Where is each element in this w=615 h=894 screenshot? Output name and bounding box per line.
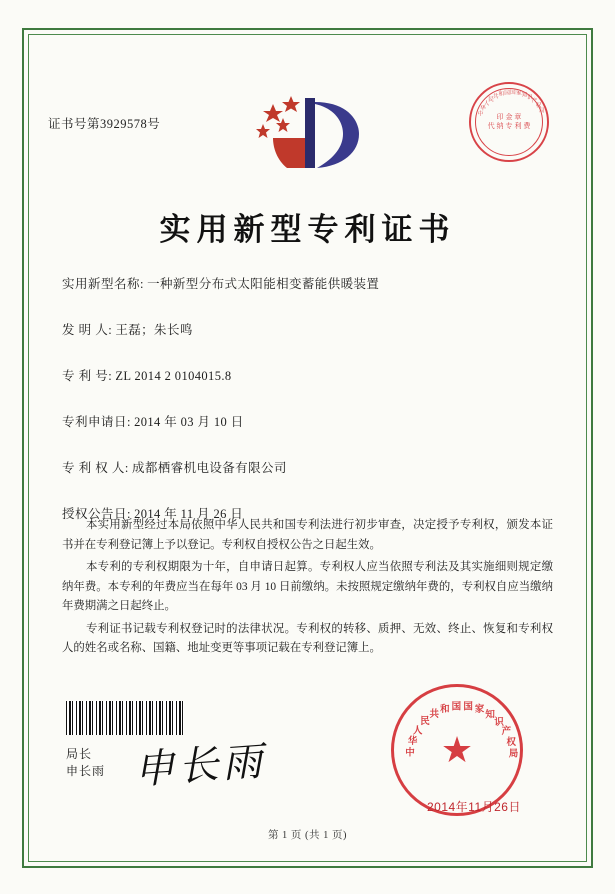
director-title: 局长 <box>66 747 93 761</box>
certificate-number: 证书号第3929578号 <box>48 117 161 131</box>
field-row <box>62 320 553 338</box>
seal-arc-text: 中 华 人 民 共 和 国 国 家 知 识 产 权 局 <box>405 701 519 760</box>
field-row <box>62 274 553 292</box>
field-value: ZL 2014 2 0104015.8 <box>115 369 232 383</box>
director-name: 申长雨 <box>66 764 106 778</box>
paragraph: 本专利的专利权期限为十年，自申请日起算。专利权人应当依照专利法及其实施细则规定缴纳年费。本专利的年费应当在每年 03 月 10 日前缴纳。未按照规定缴纳年费的，专利权自应当缴纳年费期满之日起终止。 <box>62 561 553 612</box>
page-title: 实用新型专利证书 <box>159 212 456 247</box>
sipo-logo-icon <box>243 94 373 172</box>
seal-center-text: 印 金 章 代 纳 专 利 费 <box>487 114 531 130</box>
five-pointed-star-icon: ★ <box>440 730 474 770</box>
handwritten-signature: 申长雨 <box>132 738 268 793</box>
legal-body-text <box>62 516 553 662</box>
field-value: 成都栖睿机电设备有限公司 <box>131 461 287 475</box>
field-row <box>62 458 553 476</box>
field-value: 王磊；朱长鸣 <box>115 323 193 337</box>
field-label: 授权公告日: <box>62 507 131 521</box>
fee-paid-seal <box>469 82 549 162</box>
page-footer: 第 1 页 (共 1 页) <box>267 830 348 841</box>
official-red-seal <box>391 684 523 816</box>
field-list <box>62 274 553 550</box>
field-label: 专 利 号: <box>62 369 113 383</box>
field-row <box>62 366 553 384</box>
certificate-content <box>40 46 575 850</box>
paragraph: 本实用新型经过本局依照中华人民共和国专利法进行初步审查，决定授予专利权，颁发本证书并在专利登记簿上予以登记。专利权自授权公告之日起生效。 <box>62 519 553 551</box>
field-row <box>62 412 553 430</box>
field-label: 专利申请日: <box>62 415 131 429</box>
seal-arc-text: 中 华 人 民 共 和 国 国 家 知 识 产 权 局 <box>477 90 545 118</box>
field-label: 实用新型名称: <box>62 277 144 291</box>
barcode <box>66 701 184 735</box>
director-signature-block <box>66 746 105 780</box>
field-label: 专 利 权 人: <box>62 461 129 475</box>
field-value: 一种新型分布式太阳能相变蓄能供暖装置 <box>147 277 380 291</box>
field-label: 发 明 人: <box>62 323 113 337</box>
seal-date: 2014年11月26日 <box>426 800 521 814</box>
field-value: 2014 年 03 月 10 日 <box>134 415 244 429</box>
field-value: 2014 年 11 月 26 日 <box>134 507 244 521</box>
paragraph: 专利证书记载专利权登记时的法律状况。专利权的转移、质押、无效、终止、恢复和专利权人的姓名或名称、国籍、地址变更等事项记载在专利登记簿上。 <box>62 622 553 654</box>
